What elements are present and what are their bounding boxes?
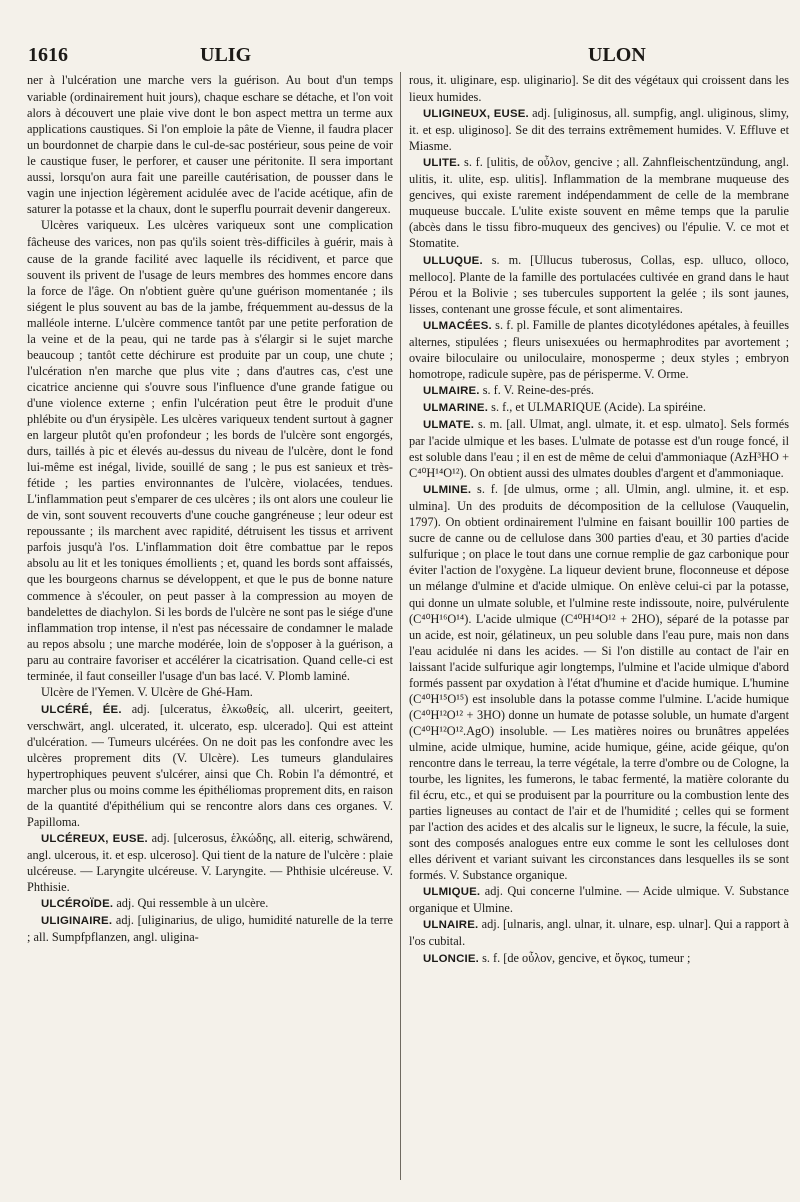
headword: ULMATE. <box>423 418 475 431</box>
entry-paragraph <box>27 912 393 945</box>
entry-text: adj. [uliginosus, all. sumpfig, angl. uliginous, slimy, it. et esp. uliginoso]. Se dit des terrains extrêmement humides. V. Effluve et Miasme. <box>409 106 789 154</box>
right-column <box>409 72 789 1180</box>
entry-text: Ulcère de l'Yemen. V. Ulcère de Ghé-Ham. <box>41 684 253 699</box>
headword: ULMAIRE. <box>423 384 480 397</box>
entry-text: rous, it. uliginare, esp. uliginario]. Se dit des végétaux qui croissent dans les lieux humides. <box>409 73 789 105</box>
entry-text: adj. [ulcerosus, ἑλκώδης, all. eiterig, schwärend, angl. ulcerous, it. et esp. ulceroso]. Qui tient de la nature de l'ulcère : plaie ulcéreuse. — Laryngite ulcéreuse. V. Laryngite. — Phthisie ulcéreuse. V. Phthisie. <box>27 831 393 895</box>
entry-text: s. f. V. Reine-des-prés. <box>479 382 594 397</box>
entry-paragraph <box>409 154 789 251</box>
entry-paragraph <box>409 72 789 105</box>
headword: ULCÉRÉ, ÉE. <box>41 703 122 716</box>
entry-paragraph <box>409 317 789 382</box>
right-guide-word: ULON <box>588 44 646 66</box>
entry-paragraph <box>409 105 789 154</box>
page-number: 1616 <box>28 44 68 66</box>
page-header <box>28 44 786 70</box>
entry-text: s. f. pl. Famille de plantes dicotylédones apétales, à feuilles alternes, stipulées ; fleurs unisexuées ou hermaphrodites par avortement ; ovaire biloculaire ou uniloculaire, monosperme ; deux styles ; embryon homotrope, radicule supère, pas de périsperme. V. Orme. <box>409 317 789 381</box>
headword: ULCÉREUX, EUSE. <box>41 833 148 846</box>
entry-paragraph <box>409 950 789 967</box>
headword: ULNAIRE. <box>423 919 479 932</box>
entry-paragraph <box>409 916 789 949</box>
headword: ULIGINAIRE. <box>41 915 113 928</box>
headword: ULCÉROÏDE. <box>41 898 114 911</box>
entry-text: s. f. [ulitis, de οὖλον, gencive ; all. Zahnfleischentzündung, angl. ulitis, it. ulite, esp. ulitis]. Inflammation de la membrane muqueuse des gencives, qui existe rarement indépendamment de celle de la membrane muqueuse buccale. L'ulite existe souvent en même temps que la parulie (abcès dans le tissu fibro-muqueux des gencives) ou l'épulie. V. ce mot et Stomatite. <box>409 155 789 251</box>
entry-text: s. f. [de οὖλον, gencive, et ὄγκος, tumeur ; <box>479 950 691 965</box>
entry-paragraph <box>409 399 789 416</box>
entry-paragraph <box>27 684 393 701</box>
headword: ULITE. <box>423 157 461 170</box>
entry-text: s. m. [all. Ulmat, angl. ulmate, it. et esp. ulmato]. Sels formés par l'acide ulmique et les bases. L'ulmate de potasse est d'un rouge foncé, il est soluble dans l'eau ; il en est de même de celui d'ammoniaque (AzH³HO + C⁴⁰H¹⁴O¹²). On obtient aussi des ulmates doubles d'argent et d'ammoniaque. <box>409 416 789 481</box>
headword: ULMIQUE. <box>423 886 481 899</box>
entry-text: Ulcères variqueux. Les ulcères variqueux sont une complication fâcheuse des varices, non pas qu'ils soient très-difficiles à guérir, mais à cause de la grande facilité avec laquelle ils récidivent, et parce que souvent ils privent de l'usage de leurs membres des hommes encore dans la force de l'âge. On n'obtient guère qu'une guérison momentanée ; ils siégent le plus souvent au bas de la jambe, fréquemment au-dessus de la malléole interne. L'ulcère commence tantôt par une petite perforation de la veine et de la peau, qui ne tarde pas à s'élargir si le sujet marche beaucoup ; tantôt cette déchirure est produite par un coup, une chute ; l'ulcération n'en marche que plus vite ; dans d'autres cas, c'est une cicatrice ancienne qui s'ouvre sous l'influence d'une grande fatigue ou d'une violence externe ; enfin l'ulcération peut être le produit d'une phlébite ou d'un érysipèle. Les ulcères variqueux tendent surtout à gagner en largeur plutôt qu'en profondeur ; les bords de l'ulcère sont engorgés, durs, taillés à pic et élevés au-dessus du niveau de l'ulcère, dont le fond lui-même est inégal, livide, souillé de sang ; le pus est sanieux et très-fétide ; les parties environnantes de l'ulcère, violacées, tendues. L'inflammation peut s'emparer de ces ulcères ; ils ont alors une couleur lie de vin, sont souvent recouverts d'une couche gangréneuse ; leur odeur est repoussante ; ils marchent avec rapidité, détruisent les tissus et arrivent parfois jusqu'à l'os. L'inflammation doit être combattue par le repos absolu au lit et les toniques émollients ; et, quand les bords sont affaissés, que les bourgeons charnus se développent, et que le pus de bonne nature commence à s'écouler, on peut passer à la compression au moyen de bandelettes de diachylon. Si les bords de l'ulcère ne sont pas le siége d'une inflammation trop intense, il n'est pas nécessaire de condamner le malade au repos absolu ; une marche modérée, loin de s'opposer à la guérison, a paru au contraire favoriser et accélérer la cicatrisation. Quand celle-ci est terminée, il faut conseiller l'usage d'un bas lacé. V. Plomb laminé. <box>27 218 393 683</box>
entry-paragraph <box>409 416 789 481</box>
entry-paragraph <box>27 217 393 683</box>
entry-paragraph <box>27 830 393 895</box>
entry-paragraph <box>409 883 789 916</box>
column-divider <box>400 72 401 1180</box>
headword: ULIGINEUX, EUSE. <box>423 108 529 121</box>
entry-paragraph <box>409 252 789 317</box>
headword: ULMACÉES. <box>423 319 492 332</box>
entry-text: ner à l'ulcération une marche vers la guérison. Au bout d'un temps variable (ordinairement huit jours), chaque eschare se détache, et l'on voit alors à découvert une plaie vive dont le bon aspect mettra un terme aux applications caustiques. Si l'on emploie la pâte de Vienne, il faudra placer un bourdonnet de charpie dans le cul-de-sac postérieur, sous peine de voir le caustique fuser, le perforer, et causer une péritonite. Il sera important aussi, lorsqu'on aura fait une pareille cautérisation, de pousser dans le vagin une injection légèrement acidulée avec de l'acide acétique, afin de saturer la potasse et la chaux, dont le superflu pourrait devenir dangereux. <box>27 73 393 217</box>
entry-paragraph <box>409 382 789 399</box>
headword: ULLUQUE. <box>423 254 483 267</box>
headword: ULMINE. <box>423 484 472 497</box>
entry-text: s. f. [de ulmus, orme ; all. Ulmin, angl. ulmine, it. et esp. ulmina]. Un des produits de décomposition de la cellulose (Vauquelin, 1797). On obtient ordinairement l'ulmine en faisant bouillir 100 parties de sucre de canne ou de cellulose dans 300 parties d'eau, et 30 parties d'acide sulfurique ; on place le tout dans une cornue remplie de gaz carbonique pour éviter l'action de l'oxygène. La liqueur devient brune, floconneuse et dépose un mélange d'ulmine et d'acide ulmique. On enlève celui-ci par la potasse, qui donne un ulmate soluble, et l'ulmine reste indissoute, noire, pulvérulente (C⁴⁰H¹⁶O¹⁴). L'acide ulmique (C⁴⁰H¹⁴O¹² + 2HO), séparé de la potasse par un acide, est noir, gélatineux, un peu soluble dans l'eau pure, mais non dans l'eau acidulée ni dans les acides. — Si l'on distille au contact de l'air en laissant l'acide sulfurique agir longtemps, l'ulmine et l'acide ulmique d'abord formés passent par oxydation à l'état d'humine et d'acide humique. L'humine (C⁴⁰H¹⁵O¹⁵) est insoluble dans la potasse comme l'ulmine. L'acide humique (C⁴⁰H¹²O¹² + 3HO) donne un humate de potasse soluble, un humate d'argent (C⁴⁰H¹²O¹².AgO) insoluble. — Les matières noires ou brunâtres appelées ulmine, acide ulmique, humine, acide humique, géine, acide géique, qu'on rencontre dans le terreau, la terre végétale, la terre d'ombre ou de Cologne, la tourbe, les lignites, les fumerons, le tabac fermenté, la matière colorante du fil écru, etc., et qui se produisent par la pourriture ou la combustion lente des parties ligneuses au contact de l'air et de l'humidité ; celles qui se forment par l'action des acides et des alcalis sur le ligneux, le sucre, la fécule, la suie, sont des composés analogues entre eux comme le sont les celluloses dont elles dérivent et variant suivant les circonstances dans lesquelles ils se sont formés. V. Substance organique. <box>409 482 789 883</box>
entry-paragraph <box>27 72 393 217</box>
left-column <box>27 72 393 1180</box>
entry-paragraph <box>409 481 789 883</box>
entry-text: s. m. [Ullucus tuberosus, Collas, esp. ulluco, olloco, melloco]. Plante de la famille des portulacées cultivée en grand dans le haut Pérou et la Bolivie ; ses tubercules supportent la gelée ; ils sont jaunes, lisses, contenant une grosse fécule, et sont alimentaires. <box>409 252 789 316</box>
entry-paragraph <box>27 895 393 912</box>
entry-text: adj. Qui concerne l'ulmine. — Acide ulmique. V. Substance organique et Ulmine. <box>409 884 789 916</box>
headword: ULONCIE. <box>423 952 480 965</box>
entry-text: adj. [ulceratus, ἑλκωθείς, all. ulcerirt, geeitert, verschwärt, angl. ulcerated, it. ulcerato, esp. ulcerado]. Qui est atteint d'ulcération. — Tumeurs ulcérées. On ne doit pas les confondre avec les ulcères proprement dits (V. Ulcère). Les tumeurs glandulaires hypertrophiques peuvent s'ulcérer, ainsi que Ch. Robin l'a démontré, et marcher plus ou moins comme les épithéliomas proprement dits, en raison de la quantité d'épithélium qui se rencontre alors dans ces organes. V. Papilloma. <box>27 701 393 830</box>
entry-text: adj. Qui ressemble à un ulcère. <box>113 896 269 911</box>
entry-text: adj. [ulnaris, angl. ulnar, it. ulnare, esp. ulnar]. Qui a rapport à l'os cubital. <box>409 917 789 949</box>
headword: ULMARINE. <box>423 401 489 414</box>
entry-paragraph <box>27 701 393 830</box>
left-guide-word: ULIG <box>200 44 252 66</box>
entry-text: s. f., et ULMARIQUE (Acide). La spiréine. <box>488 399 706 414</box>
entry-text: adj. [uliginarius, de uligo, humidité naturelle de la terre ; all. Sumpfpflanzen, angl. uligina- <box>27 913 393 945</box>
